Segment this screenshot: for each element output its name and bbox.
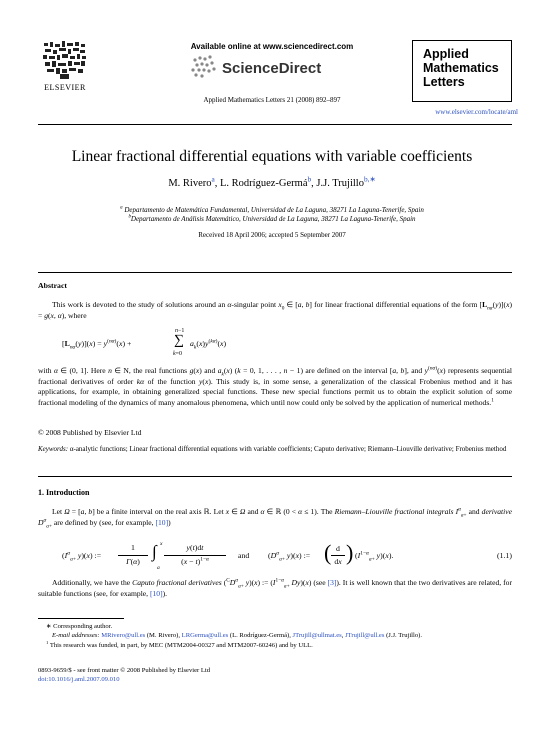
journal-name-line2: Mathematics <box>423 61 499 75</box>
intro-paragraph-1: Let Ω = [a, b] be a finite interval on the real axis ℝ. Let x ∈ Ω and α ∈ ℝ (0 < α ≤ 1). The Riemann–Liouville fractional integrals $I^\alpha_{a+}$ and derivative $D^\alpha_{a+}$ are defined by (see, for example, [10]) <box>38 506 513 530</box>
section-heading: 1. Introduction <box>38 488 90 497</box>
journal-url-link[interactable]: www.elsevier.com/locate/aml <box>435 108 518 116</box>
publisher-name: ELSEVIER <box>44 83 86 92</box>
equation-1-1: ($I^\alpha_{a+}$ y)(x) := 1 Γ(α) ∫ x a y(t)dt $(x - t)^{1-\alpha}$ and ($D^\alpha_{a+}$ y)(x) := ( d dx ) ($I^{1-\alpha}_{a+}$ y)(x). <box>62 540 394 571</box>
email-owner: (M. Rivero), <box>146 632 181 639</box>
journal-name-line1: Applied <box>423 47 469 61</box>
journal-name-line3: Letters <box>423 75 465 89</box>
affiliation-a-text: Departamento de Matemática Fundamental, Universidad de La Laguna, 38271 La Laguna-Tenerife, Spain <box>124 206 424 214</box>
affiliation-b-text: Departamento de Análisis Matemático, Universidad de La Laguna, 38271 La Laguna-Tenerife, Spain <box>130 215 416 223</box>
affiliation-a: $^a$ Departamento de Matemática Fundamental, Universidad de La Laguna, 38271 La Laguna-Tenerife, Spain <box>120 205 424 214</box>
email-owner: (J.J. Trujillo). <box>386 632 422 639</box>
abstract-heading: Abstract <box>38 281 68 290</box>
sciencedirect-logo <box>185 54 365 80</box>
keywords-text: α-analytic functions; Linear fractional differential equations with variable coefficients; Caputo derivative; Riemann–Liouville derivative; Frobenius method <box>69 445 507 453</box>
author-affil-mark[interactable]: b,∗ <box>363 174 376 184</box>
journal-citation: Applied Mathematics Letters 21 (2008) 892–897 <box>203 96 341 104</box>
funding-note: $^1$ This research was funded, in part, by MEC (MTM2004-00327 and MTM2007-60246) and by ULL. <box>46 639 313 649</box>
email-separator: , <box>341 632 344 639</box>
abstract-paragraph-2: with α ∈ (0, 1]. Here n ∈ N, the real functions g(x) and $a_k(x) (k = 0$, 1, . . . , n − 1) are defined on the interval [a, b], and $y^{(n\alpha)}(x)$ represents sequential fractional derivatives of order kα of the function y(x). This study is, in some sense, a generalization of the classical Frobenius method and it has applications, for example, in obtaining generalized special functions. These new special functions permit us to obtain the explicit solution of some fractional modeling of the dynamics of many anomalous phenomena, which until now could only be solved by the application of numerical methods.$^1$ <box>38 365 512 407</box>
abstract-copyright: © 2008 Published by Elsevier Ltd <box>38 428 142 437</box>
available-online-text: Available online at www.sciencedirect.com <box>190 42 354 51</box>
author-name: J.J. Trujillo <box>316 178 364 189</box>
author-list: M. Rivero$^a$, L. Rodríguez-Germá$^b$, J.J. Trujillo$^{b,∗}$ <box>168 174 376 189</box>
keywords <box>38 445 512 455</box>
doi-link[interactable]: doi:10.1016/j.aml.2007.09.010 <box>38 676 120 683</box>
email-link[interactable]: JTrujill@ull.es <box>345 632 385 639</box>
received-dates: Received 18 April 2006; accepted 5 September 2007 <box>198 231 346 239</box>
emails-label: E-mail addresses: <box>52 632 100 639</box>
email-owner: (L. Rodríguez-Germá), <box>229 632 291 639</box>
corresponding-author-note: ∗ Corresponding author. <box>46 623 113 630</box>
abstract-equation: $[L_{n\alpha}(y)](x) = y^{(n\alpha)}(x)$ + n−1 ∑ k=0 $a_k(x)y^{(k\alpha)}(x)$ <box>62 328 227 357</box>
abstract-paragraph-1: This work is devoted to the study of solutions around an α-singular point $x_0$ ∈ [a, b] for linear fractional differential equations of the form $[L_{n\alpha}(y)](x) = g(x$, α), where <box>38 300 512 320</box>
author-affil-mark[interactable]: b <box>307 174 312 184</box>
email-addresses <box>52 631 512 640</box>
equation-number: (1.1) <box>497 551 512 560</box>
author-name: L. Rodríguez-Germá <box>220 178 308 189</box>
article-title: Linear fractional differential equations with variable coefficients <box>71 148 473 165</box>
email-link[interactable]: JTrujill@ullmat.es <box>292 632 342 639</box>
journal-name-box <box>412 40 512 102</box>
issn-line: 0893-9659/$ - see front matter © 2008 Published by Elsevier Ltd <box>38 667 211 674</box>
funding-text: This research was funded, in part, by MEC (MTM2004-00327 and MTM2007-60246) and by ULL. <box>49 642 313 649</box>
email-link[interactable]: LRGerma@ull.es <box>181 632 229 639</box>
author-affil-mark[interactable]: a <box>211 174 215 184</box>
author-name: M. Rivero <box>168 178 212 189</box>
intro-paragraph-2: Additionally, we have the Caputo fractional derivatives ($^CD^\alpha_{a+}$ y)(x) := ($I^{1-\alpha}_{a+}$ Dy)(x) (see [3]). It is well known that the two derivatives are related, for suitable functions (see, for example, [10]). <box>38 577 513 598</box>
sciencedirect-wordmark: ScienceDirect <box>222 60 322 77</box>
keywords-label: Keywords: <box>38 445 69 453</box>
email-link[interactable]: MRivero@ull.es <box>101 632 146 639</box>
affiliation-b: $^b$Departamento de Análisis Matemático, Universidad de La Laguna, 38271 La Laguna-Tenerife, Spain <box>128 214 416 223</box>
elsevier-logo <box>38 40 92 92</box>
